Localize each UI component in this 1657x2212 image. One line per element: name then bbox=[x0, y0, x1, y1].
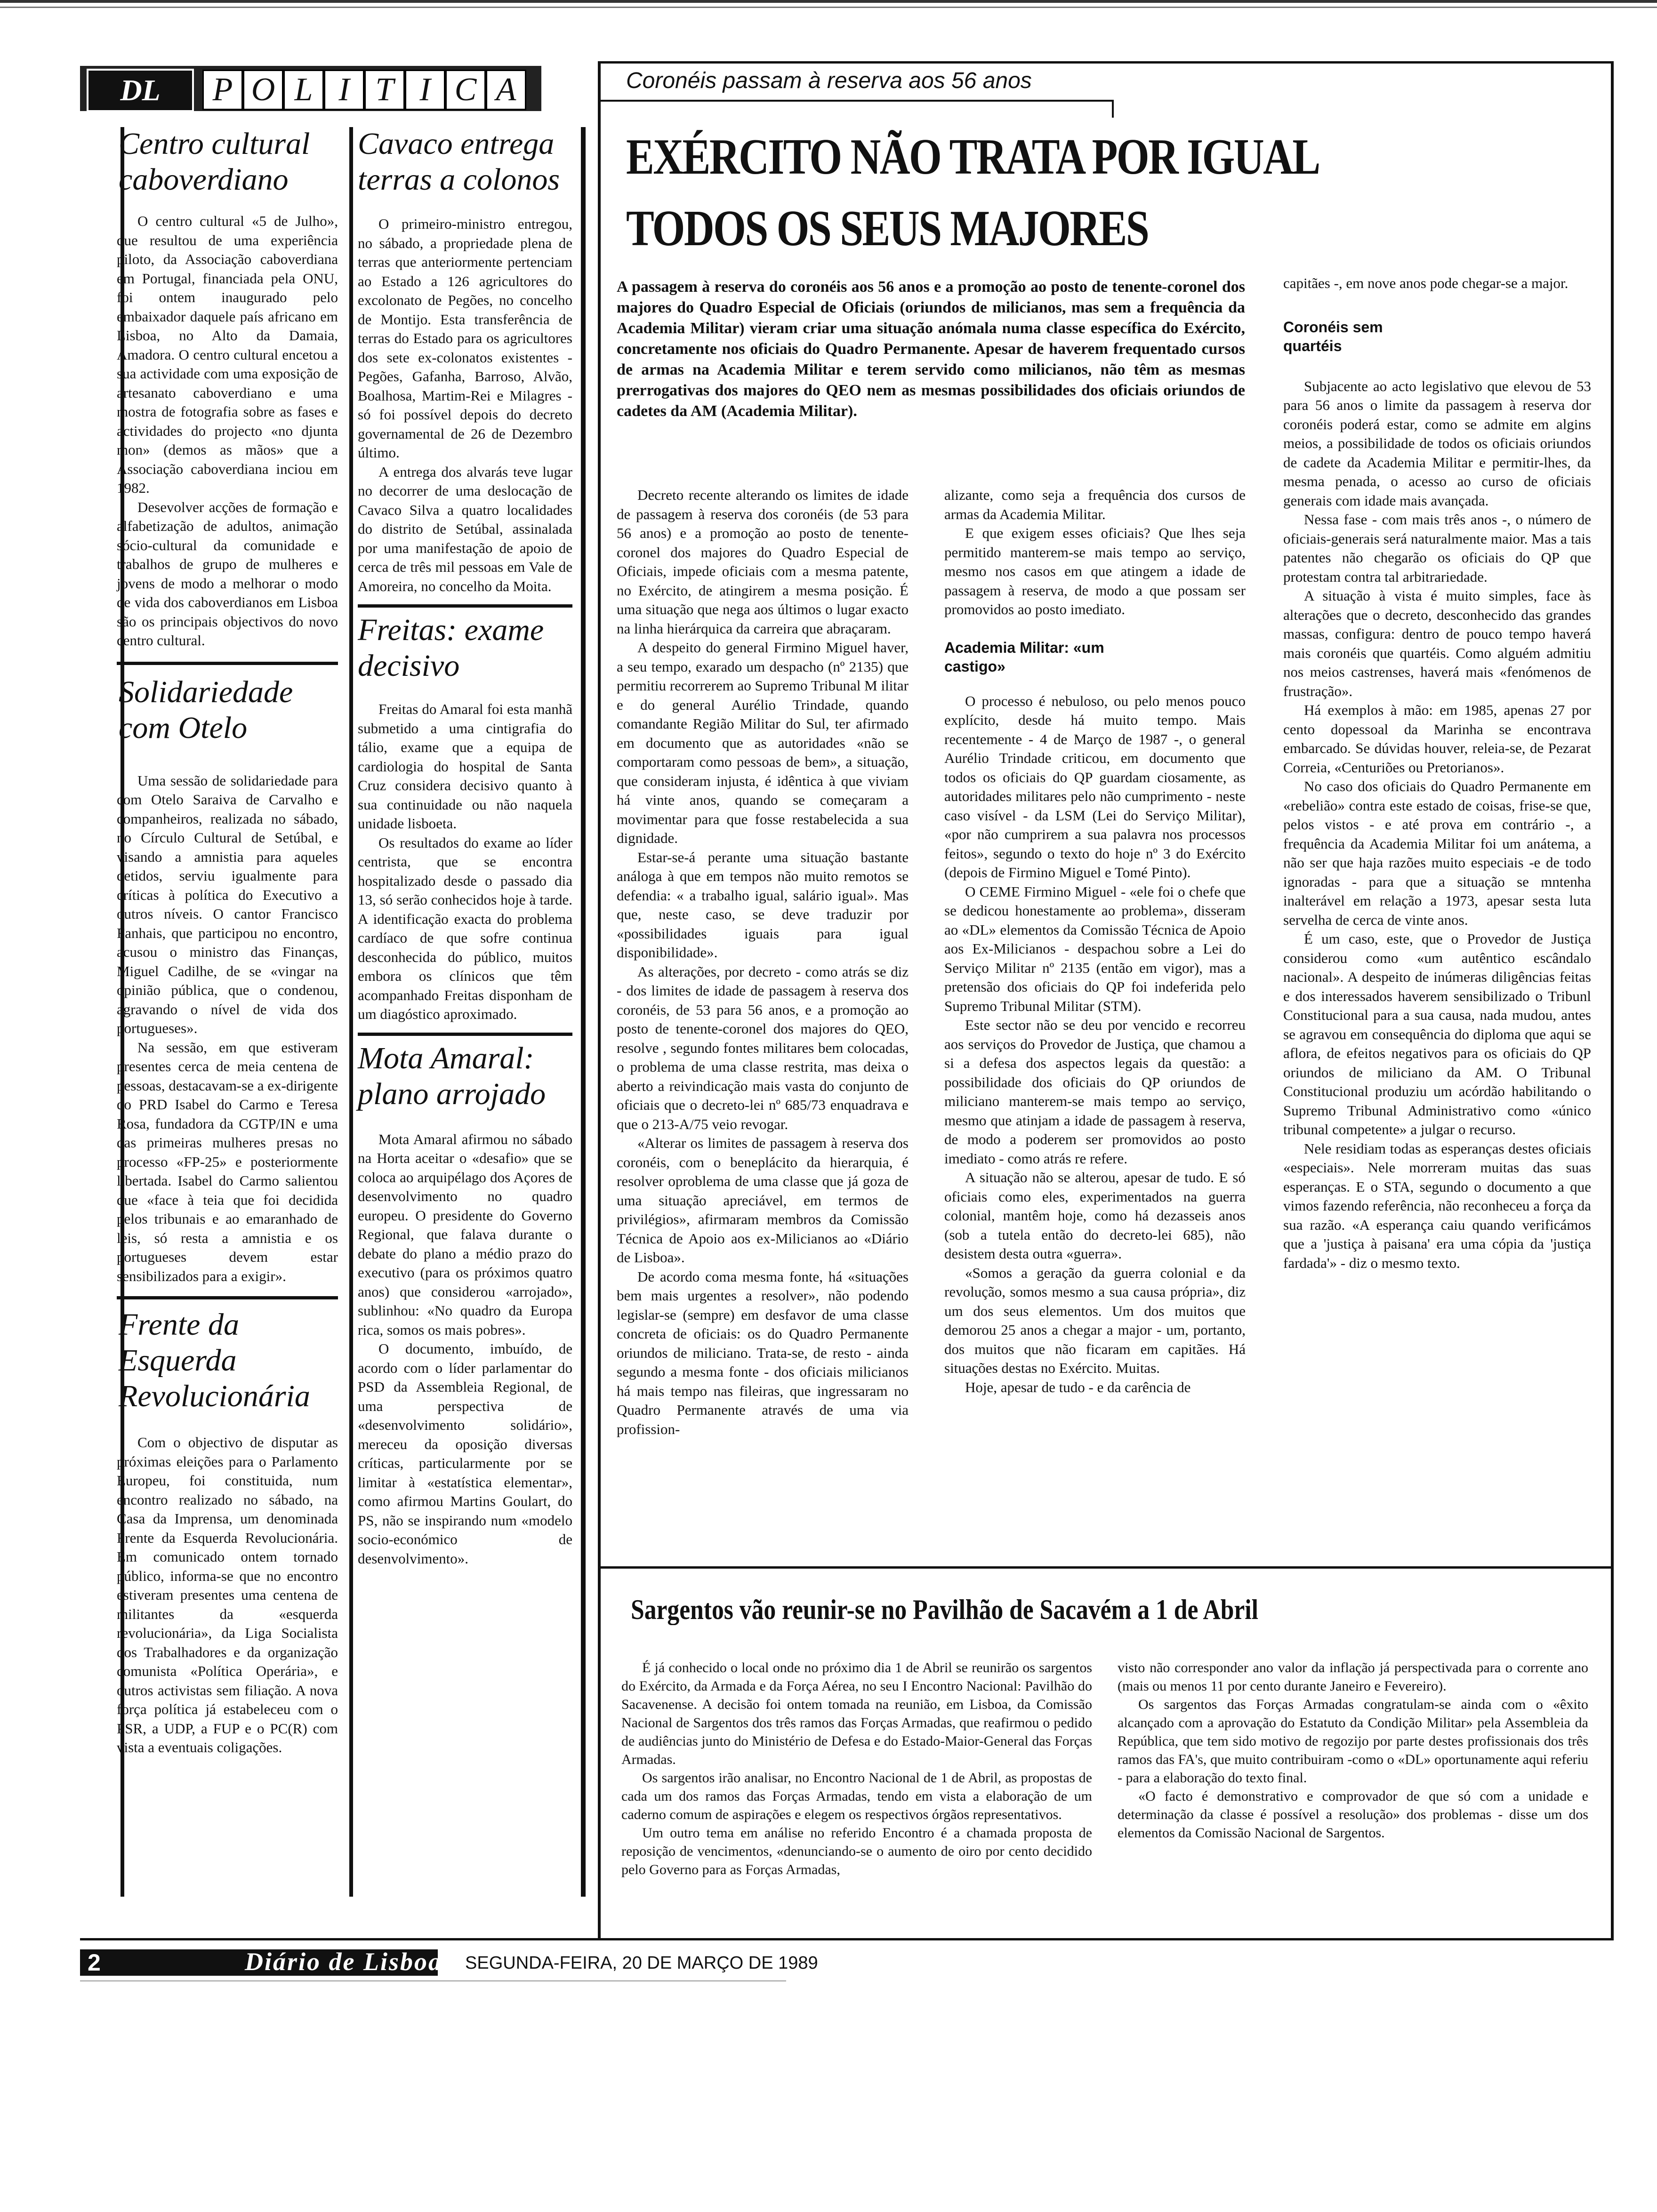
box-column-1 bbox=[621, 1659, 1092, 1879]
article-body bbox=[358, 1130, 572, 1569]
article-divider bbox=[358, 604, 572, 608]
section-banner bbox=[80, 66, 541, 111]
paragraph: Uma sessão de solidariedade para com Otelo Saraiva de Carvalho e companheiros, realizada no sábado, no Círculo Cultural de Setúbal, e visando a amnistia para aqueles detidos, serviu igualmente para críticas à política do Executivo a outros níveis. O cantor Francisco Fanhais, que participou no encontro, acusou o ministro das Finanças, Miguel Cadilhe, de se «vingar na opinião pública, que o condenou, agravando o nível de vida dos portugueses». bbox=[117, 772, 338, 1036]
paragraph: Um outro tema em análise no referido Encontro é a chamada proposta de reposição de vencimentos, «denunciando-se o aumento de oiro por cento decidido pelo Governo para as Forças Armadas, bbox=[621, 1825, 1092, 1877]
column-rule bbox=[349, 127, 353, 1897]
paragraph: Os resultados do exame ao líder centrista, que se encontra hospitalizado desde o passado dia 13, só serão conhecidos hoje à tarde. A identificação exacta do problema cardíaco de que sofre continua desconhecida do público, muitos embora os clínicos que têm acompanhado Freitas disponham de um diagóstico aproximado. bbox=[358, 834, 572, 1022]
paragraph: No caso dos oficiais do Quadro Permanente em «rebelião» contra este estado de coisas, frise-se que, pelos vistos - e até prova em contrário -, a frequência da Academia Militar foi um anátema, a não ser que haja razões muito especiais -e de todo ignoradas - para que a situação se mntenha inalterável em relação a 1973, apesar sesta luta servelha de cerca de vinte anos. bbox=[1283, 778, 1591, 928]
paragraph: Os sargentos irão analisar, no Encontro Nacional de 1 de Abril, as propostas de cada um dos ramos das Forças Armadas, tendo em vista a elaboração de um caderno comum de aspirações e elegem os respectivos órgãos representativos. bbox=[621, 1770, 1092, 1822]
subhead-coroneis: Coronéis sem quartéis bbox=[1283, 318, 1383, 354]
kicker-rule bbox=[601, 100, 1114, 102]
frame-rule bbox=[1611, 61, 1614, 1939]
section-logo: DL bbox=[87, 69, 194, 112]
frame-rule bbox=[598, 1938, 1614, 1940]
section-letter: T bbox=[364, 70, 405, 110]
paragraph: visto não corresponder ano valor da inflação já perspectivada para o corrente ano (mais ou menos 11 por cento durante Janeiro e Fevereiro). bbox=[1118, 1660, 1588, 1694]
paragraph: Este sector não se deu por vencido e recorreu aos serviços do Provedor de Justiça, que chamou a si a defesa dos aspectos legais da questão: a possibilidade dos oficiais do QP oriundos de miliciano manterem-se mais tempo ao serviço, mesmo que atinjam a idade de passagem à reserva, de modo a poderem ser promovidos ao posto imediato - como atrás re refere. bbox=[944, 1017, 1246, 1167]
paragraph: As alterações, por decreto - como atrás se diz - dos limites de idade de passagem à reserva dos coronéis, de 53 para 56 anos, e a promoção ao posto de tenente-coronel dos majores do QEO, resolve , segundo fontes militares bem colocadas, o problema de uma classe restrita, mas deixa o aberto a reivindicação mais vasta do conjunto de oficiais que o decreto-lei nº 685/73 enquadrava e que o 213-A/75 veio revogar. bbox=[617, 963, 909, 1132]
paragraph: É um caso, este, que o Provedor de Justiça considerou como «um autêntico escândalo nacional». A despeito de inúmeras diligências feitas e dos interessados haverem sensibilizado o Tribunl Constitucional para a sua causa, nada mudou, antes se agravou em consequência do diploma que aqui se aflora, de efeitos negativos para os oficiais do QP oriundos de miliciano da AM. O Tribunal Constitucional produziu um acórdão habilitando o Supremo Tribunal Administrativo como «único tribunal competente» a julgar o recurso. bbox=[1283, 930, 1591, 1138]
section-letter: P bbox=[202, 70, 243, 110]
paragraph: Decreto recente alterando os limites de idade de passagem à reserva dos coronéis (de 53 para 56 anos) e a promoção ao posto de tenente-coronel dos majores do Quadro Especial de Oficiais, impede oficiais com a mesma patente, no Exército, de atingirem a mesma posição. É uma situação que nega aos últimos o lugar exacto na linha hierárquica da carreira que abraçaram. bbox=[617, 487, 909, 637]
paragraph: A despeito do general Firmino Miguel haver, a seu tempo, exarado um despacho (nº 2135) que permitiu recorrerem ao Supremo Tribunal M ilitar e do general Aurélio Trindade, quando comandante Região Militar do Sul, ter afirmado em documento que as autoridades «não se comportaram como pessoas de bem», a situação, que consideram injusta, é idêntica à que viviam há vinte anos, quando se começaram a movimentar para que fosse restabelecida a sua dignidade. bbox=[617, 639, 909, 846]
article-divider bbox=[358, 1033, 572, 1036]
article-title: Mota Amaral: plano arrojado bbox=[358, 1041, 546, 1111]
paragraph: De acordo coma mesma fonte, há «situações bem mais urgentes a resolver», não podendo legislar-se (sempre) em desfavor de uma classe concreta de oficiais: os do Quadro Permanente oriundos de miliciano. Trata-se, de resto - ainda segundo a mesma fonte - dos oficiais milicianos há mais tempo nas fileiras, que ingressaram no Quadro Permanente através de uma via profission- bbox=[617, 1268, 909, 1437]
paragraph: «O facto é demonstrativo e comprovador de que só com a unidade e determinação da classe é possível a resolução» dos problemas - disse um dos elementos da Comissão Nacional de Sargentos. bbox=[1118, 1788, 1588, 1841]
paragraph: Freitas do Amaral foi esta manhã submetido a uma cintigrafia do tálio, exame que a equipa de cardiologia do hospital de Santa Cruz considera decisivo quanto à sua continuidade ou não naquela unidade lisboeta. bbox=[358, 701, 572, 832]
section-letter: C bbox=[445, 70, 486, 110]
paragraph: O CEME Firmino Miguel - «ele foi o chefe que se dedicou honestamente ao problema», disseram ao «DL» elementos da Comissão Técnica de Apoio aos Ex-Milicianos - despachou sobre a Lei do Serviço Militar nº 2135 (então em vigor), mas a pretensão dos oficiais do QP foi indeferida pelo Supremo Tribunal Militar (STM). bbox=[944, 883, 1246, 1014]
box-rule bbox=[601, 1566, 1611, 1569]
paragraph: A situação não se alterou, apesar de tudo. E só oficiais como eles, experimentados na guerra colonial, mantêm hoje, como há dezasseis anos (sob a tutela então do decreto-lei 685), não desistem desta outra «guerra». bbox=[944, 1169, 1246, 1262]
kicker-rule bbox=[1112, 100, 1114, 118]
frame-rule bbox=[80, 1938, 598, 1940]
article-title: Centro cultural caboverdiano bbox=[119, 127, 310, 197]
main-column-b bbox=[944, 486, 1246, 1397]
headline-line-1: EXÉRCITO NÃO TRATA POR IGUAL bbox=[626, 129, 1319, 185]
footer-rule bbox=[80, 1980, 786, 1981]
main-kicker: Coronéis passam à reserva aos 56 anos bbox=[626, 68, 1032, 93]
paragraph: Hoje, apesar de tudo - e da carência de bbox=[965, 1378, 1191, 1395]
top-rule-2 bbox=[0, 7, 1657, 8]
frame-rule bbox=[598, 61, 601, 1939]
section-letter: A bbox=[486, 70, 526, 110]
paragraph: Mota Amaral afirmou no sábado na Horta aceitar o «desafio» que se coloca ao arquipélago dos Açores de desenvolvimento no quadro europeu. O presidente do Governo Regional, que falava durante o debate do plano a médio prazo do executivo (para os próximos quatro anos) que considerou «arrojado», sublinhou: «No quadro da Europa rica, somos os mais pobres». bbox=[358, 1130, 572, 1338]
paragraph: «Alterar os limites de passagem à reserva dos coronéis, com o beneplácito da hierarquia, é resolver oproblema de uma classe que já goza de uma situação apreciável, em termos de privilégios», afirmaram membros da Comissão Técnica de Apoio aos ex-Milicianos ao «Diário de Lisboa». bbox=[617, 1135, 909, 1266]
column-b-rest bbox=[944, 692, 1246, 1397]
main-headline bbox=[626, 121, 1431, 264]
main-column-a bbox=[617, 486, 909, 1439]
article-body bbox=[117, 1433, 338, 1757]
section-letter: I bbox=[405, 70, 445, 110]
footer-date: SEGUNDA-FEIRA, 20 DE MARÇO DE 1989 bbox=[465, 1953, 818, 1973]
paragraph: alizante, como seja a frequência dos cursos de armas da Academia Militar. bbox=[944, 487, 1246, 522]
paragraph: E que exigem esses oficiais? Que lhes seja permitido manterem-se mais tempo ao serviço, mesmo nos casos em que atingem a idade de passagem à reserva, de modo a que possam ser promovidos ao posto imediato. bbox=[944, 525, 1246, 617]
paragraph: Com o objectivo de disputar as próximas eleições para o Parlamento Europeu, foi constituida, num encontro realizado no sábado, na Casa da Imprensa, um denominada Frente da Esquerda Revolucionária. Em comunicado ontem tornado público, informa-se que no encontro estiveram presentes uma centena de militantes da «esquerda revolucionária», da Liga Socialista dos Trabalhadores e da organização comunista «Política Operária», e outros activistas sem filiação. A nova força política já estabeleceu com o PSR, a UDP, a FUP e o PC(R) com vista a eventuais coligações. bbox=[117, 1434, 338, 1755]
paragraph: Os sargentos das Forças Armadas congratulam-se ainda com o «êxito alcançado com a aprovação do Estatuto da Condição Militar» pela Assembleia da República, que tem sido motivo de regozijo por parte destes profissionais dos três ramos das FA's, que muito contribuiram -como o «DL» oportunamente aqui referiu - para a elaboração do texto final. bbox=[1118, 1697, 1588, 1786]
article-title: Freitas: exame decisivo bbox=[358, 613, 544, 683]
article-divider bbox=[117, 1296, 338, 1299]
box-column-2 bbox=[1118, 1659, 1588, 1842]
paragraph: O centro cultural «5 de Julho», que resultou de uma experiência piloto, da Associação caboverdiana em Portugal, financiada pela ONU, foi ontem inaugurado pelo embaixador daquele país africano em Lisboa, no Alto da Damaia, Amadora. O centro cultural encetou a sua actividade com uma exposição de artesanato caboverdiano e uma mostra de fotografia sobre as fases e actividades do projecto «no djunta mon» (demos as mãos» que a Associação caboverdiana inciou em 1982. bbox=[117, 213, 338, 496]
paragraph: Há exemplos à mão: em 1985, apenas 27 por cento dopessoal da Marinha se encontrava embarcado. Se dúvidas houver, releia-se, de Pezarat Correia, «Centuriões ou Pretorianos». bbox=[1283, 702, 1591, 776]
frame-rule bbox=[598, 61, 1614, 64]
paragraph: A entrega dos alvarás teve lugar no decorrer de uma deslocação de Cavaco Silva a quatro localidades do distrito de Setúbal, assinalada por uma manifestação de apoio de cerca de três mil pessoas em Vale de Amoreira, no concelho da Moita. bbox=[358, 463, 572, 594]
paragraph: Na sessão, em que estiveram presentes cerca de meia centena de pessoas, destacavam-se a ex-dirigente do PRD Isabel do Carmo e Teresa Rosa, fundadora da CGTP/IN e uma das primeiras mulheres presas no processo «FP-25» e posteriormente libertada. Isabel do Carmo salientou que «face à teia que foi decidida pelos tribunais e ao emaranhado de leis, só resta a amnistia e os portugueses devem estar sensibilizados para a exigir». bbox=[117, 1039, 338, 1284]
news-column-1 bbox=[117, 126, 338, 1757]
paragraph: O primeiro-ministro entregou, no sábado, a propriedade plena de terras que anteriormente pertenciam ao Estado a 126 agricultores do excolonato de Pegões, no concelho de Montijo. Esta transferência de terras do Estado para os agricultores dos sete ex-colonatos existentes - Pegões, Gafanha, Barroso, Alvão, Boalhosa, Martim-Rei e Milagres - só foi possível depois do decreto governamental de 26 de Dezembro último. bbox=[358, 216, 572, 461]
section-letter: L bbox=[283, 70, 324, 110]
column-rule bbox=[581, 127, 586, 1897]
main-lead: A passagem à reserva do coronéis aos 56 anos e a promoção ao posto de tenente-coronel dos majores do Quadro Especial de Oficiais (oriundos de milicianos, mas sem a frequência da Academia Militar) vieram criar uma situação anómala numa classe específica do Exército, concretamente nos oficiais do Quadro Permanente. Apesar de haverem frequentado cursos de armas na Academia Militar e terem servido como milicianos, não têm as mesmas prerrogativas dos majores do QEO nem as mesmas possibilidades dos oficiais oriundos de cadetes da AM (Academia Militar). bbox=[617, 278, 1245, 420]
article-body bbox=[358, 700, 572, 1024]
paragraph: A situação à vista é muito simples, face às alterações que o decreto, desconhecido das grandes massas, configura: dentro de pouco tempo haverá mais coronéis que quartéis. Como alguém admitiu nos meios castrenses, haverá mais «fenómenos de frustração». bbox=[1283, 587, 1591, 699]
article-body bbox=[117, 771, 338, 1286]
section-letter: O bbox=[243, 70, 283, 110]
paragraph: O documento, imbuído, de acordo com o líder parlamentar do PSD da Assembleia Regional, de uma perspectiva de «desenvolvimento solidário», mereceu da oposição diversas críticas, particularmente por se limitar à «estatística elementar», como afirmou Martins Goulart, do PS, não se inspirando num «modelo socio-económico de desenvolvimento». bbox=[358, 1340, 572, 1567]
paragraph: Desevolver acções de formação e alfabetização de adultos, animação sócio-cultural da comunidade e trabalhos de grupo de mulheres e jovens de modo a melhorar o modo de vida dos caboverdianos em Lisboa são os principais objectivos do novo centro cultural. bbox=[117, 498, 338, 649]
news-column-2 bbox=[358, 126, 572, 1568]
article-body bbox=[358, 215, 572, 596]
paragraph: «Somos a geração da guerra colonial e da revolução, somos mesmo a sua causa própria», diz um dos seus elementos. Um dos muitos que demorou 25 anos a chegar a major - um, portanto, dos muitos que não ficaram em capitães. Há situações destas no Exército. Muitas. bbox=[944, 1264, 1246, 1376]
article-body bbox=[117, 212, 338, 650]
column-c-rest bbox=[1283, 377, 1591, 1273]
page-number: 2 bbox=[88, 1949, 101, 1976]
box-title: Sargentos vão reunir-se no Pavilhão de Sacavém a 1 de Abril bbox=[631, 1594, 1258, 1625]
paragraph: Estar-se-á perante uma situação bastante análoga à que em tempos não muito remotos se defendia: « a trabalho igual, salário igual». Mas que, neste caso, se deve traduzir por «possibilidades iguais para igual disponibilidade». bbox=[617, 849, 909, 961]
article-title: Frente da Esquerda Revolucionária bbox=[119, 1307, 310, 1413]
footer-masthead: Diário de Lisboa bbox=[245, 1948, 442, 1976]
section-letter: I bbox=[324, 70, 364, 110]
paragraph: Subjacente ao acto legislativo que elevou de 53 para 56 anos o limite da passagem à reserva dor coronéis poderá estar, como se admite em algins meios, a possibilidade de todos os oficiais oriundos de cadete da Academia Militar e permitir-lhes, da mesma penada, o acesso ao curso de oficiais generais com idade mais avançada. bbox=[1283, 377, 1591, 509]
top-rule bbox=[0, 0, 1657, 3]
paragraph: O processo é nebuloso, ou pelo menos pouco explícito, desde há muito tempo. Mais recentemente - 4 de Março de 1987 -, o general Aurélio Trindade criticou, em documento que todos os oficiais do QP guardam ciosamente, as autoridades militares pelo não cumprimento - neste caso visível - da LSM (Lei do Serviço Militar), «por não cumprirem a sua palavra nos processos feitos», segundo o texto do hoje nº 3 do Exército (depois de Firmino Miguel e Tomé Pinto). bbox=[944, 692, 1246, 881]
column-c-top bbox=[1283, 274, 1591, 293]
main-column-c bbox=[1283, 274, 1591, 1273]
paragraph: Nessa fase - com mais três anos -, o número de oficiais-generais será naturalmente maior. Mas a tais patentes não chegarão os oficiais do QP que protestam contra tal arbitrariedade. bbox=[1283, 511, 1591, 585]
paragraph: É já conhecido o local onde no próximo dia 1 de Abril se reunirão os sargentos do Exército, da Armada e da Força Aérea, no seu I Encontro Nacional: Pavilhão do Sacavenense. A decisão foi ontem tomada na reunião, em Lisboa, da Comissão Nacional de Sargentos dos três ramos das Forças Armadas, que reafirmou o pedido de audiências junto do Ministério de Defesa e do Estado-Maior-General das Forças Armadas. bbox=[621, 1660, 1092, 1767]
column-b-top bbox=[944, 486, 1246, 619]
headline-line-2: TODOS OS SEUS MAJORES bbox=[626, 200, 1149, 256]
subhead-academia: Academia Militar: «um castigo» bbox=[944, 639, 1104, 675]
paragraph: capitães -, em nove anos pode chegar-se a major. bbox=[1283, 275, 1569, 291]
article-title: Cavaco entrega terras a colonos bbox=[358, 127, 560, 197]
article-divider bbox=[117, 662, 338, 665]
paragraph: Nele residiam todas as esperanças destes oficiais «especiais». Nele morreram muitas das suas esperanças. E o STA, segundo o documento a que vimos fazendo referência, não reconheceu a força da sua razão. «A esperança caiu quando verificámos que a 'justiça à paisana' era uma cópia da 'justiça fardada'» - diz o mesmo texto. bbox=[1283, 1140, 1591, 1271]
article-title: Solidariedade com Otelo bbox=[119, 674, 293, 745]
